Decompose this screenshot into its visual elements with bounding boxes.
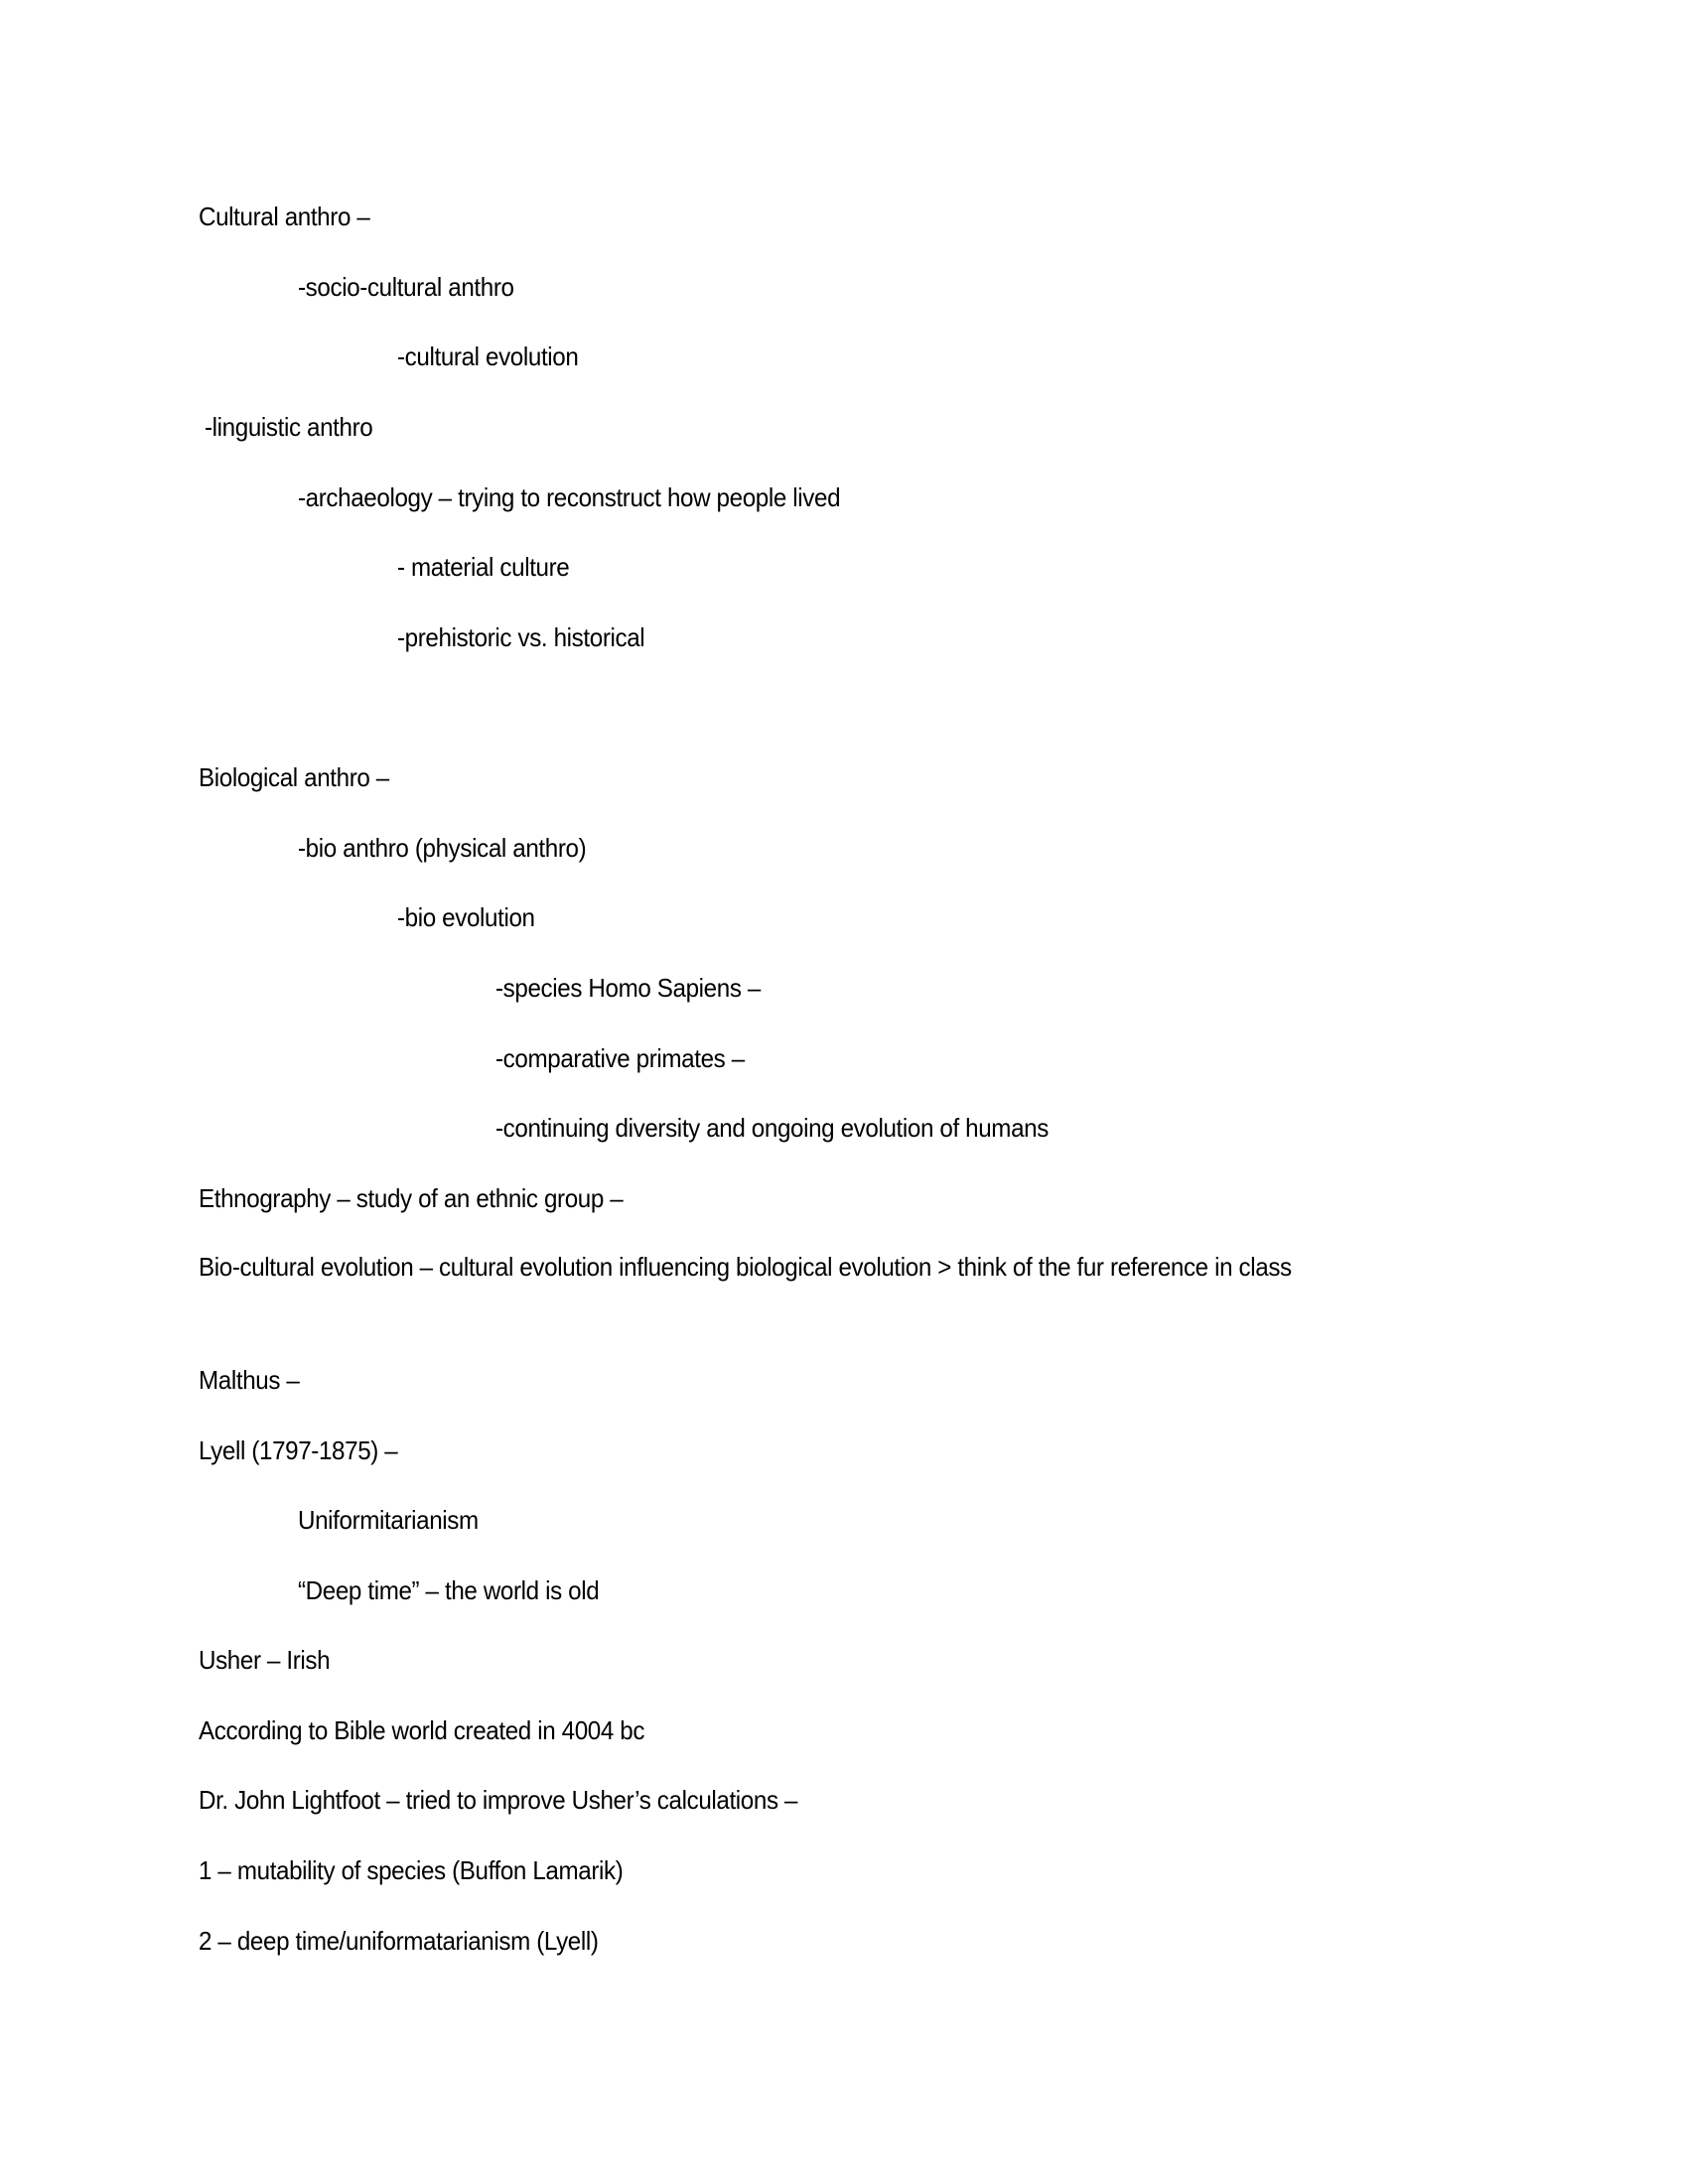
paragraph-bio-cultural-evolution: Bio-cultural evolution – cultural evolution influencing biological evolution > think of the fur reference in class: [199, 1252, 1292, 1282]
paragraph-lyell: Lyell (1797-1875) –: [199, 1435, 398, 1465]
paragraph-malthus: Malthus –: [199, 1365, 300, 1395]
heading-cultural-anthro: Cultural anthro –: [199, 202, 370, 231]
list-item-species-homo-sapiens: -species Homo Sapiens –: [495, 973, 761, 1003]
numbered-item-1: 1 – mutability of species (Buffon Lamarik): [199, 1855, 624, 1885]
list-item-bio-anthro: -bio anthro (physical anthro): [298, 833, 587, 863]
heading-biological-anthro: Biological anthro –: [199, 762, 389, 792]
list-item-linguistic-anthro: -linguistic anthro: [205, 412, 373, 442]
paragraph-ethnography: Ethnography – study of an ethnic group –: [199, 1183, 624, 1213]
list-item-continuing-diversity: -continuing diversity and ongoing evolution of humans: [495, 1113, 1049, 1143]
list-item-socio-cultural-anthro: -socio-cultural anthro: [298, 272, 514, 302]
list-item-cultural-evolution: -cultural evolution: [397, 341, 579, 371]
paragraph-john-lightfoot: Dr. John Lightfoot – tried to improve Usher’s calculations –: [199, 1785, 798, 1815]
list-item-deep-time: “Deep time” – the world is old: [298, 1575, 600, 1605]
list-item-comparative-primates: -comparative primates –: [495, 1043, 745, 1073]
numbered-item-2: 2 – deep time/uniformatarianism (Lyell): [199, 1926, 599, 1956]
list-item-prehistoric-vs-historical: -prehistoric vs. historical: [397, 622, 645, 652]
paragraph-bible-creation: According to Bible world created in 4004 bc: [199, 1715, 645, 1745]
list-item-bio-evolution: -bio evolution: [397, 902, 535, 932]
list-item-uniformitarianism: Uniformitarianism: [298, 1505, 479, 1535]
list-item-archaeology: -archaeology – trying to reconstruct how people lived: [298, 482, 841, 512]
list-item-material-culture: - material culture: [397, 552, 570, 582]
paragraph-usher: Usher – Irish: [199, 1645, 331, 1675]
